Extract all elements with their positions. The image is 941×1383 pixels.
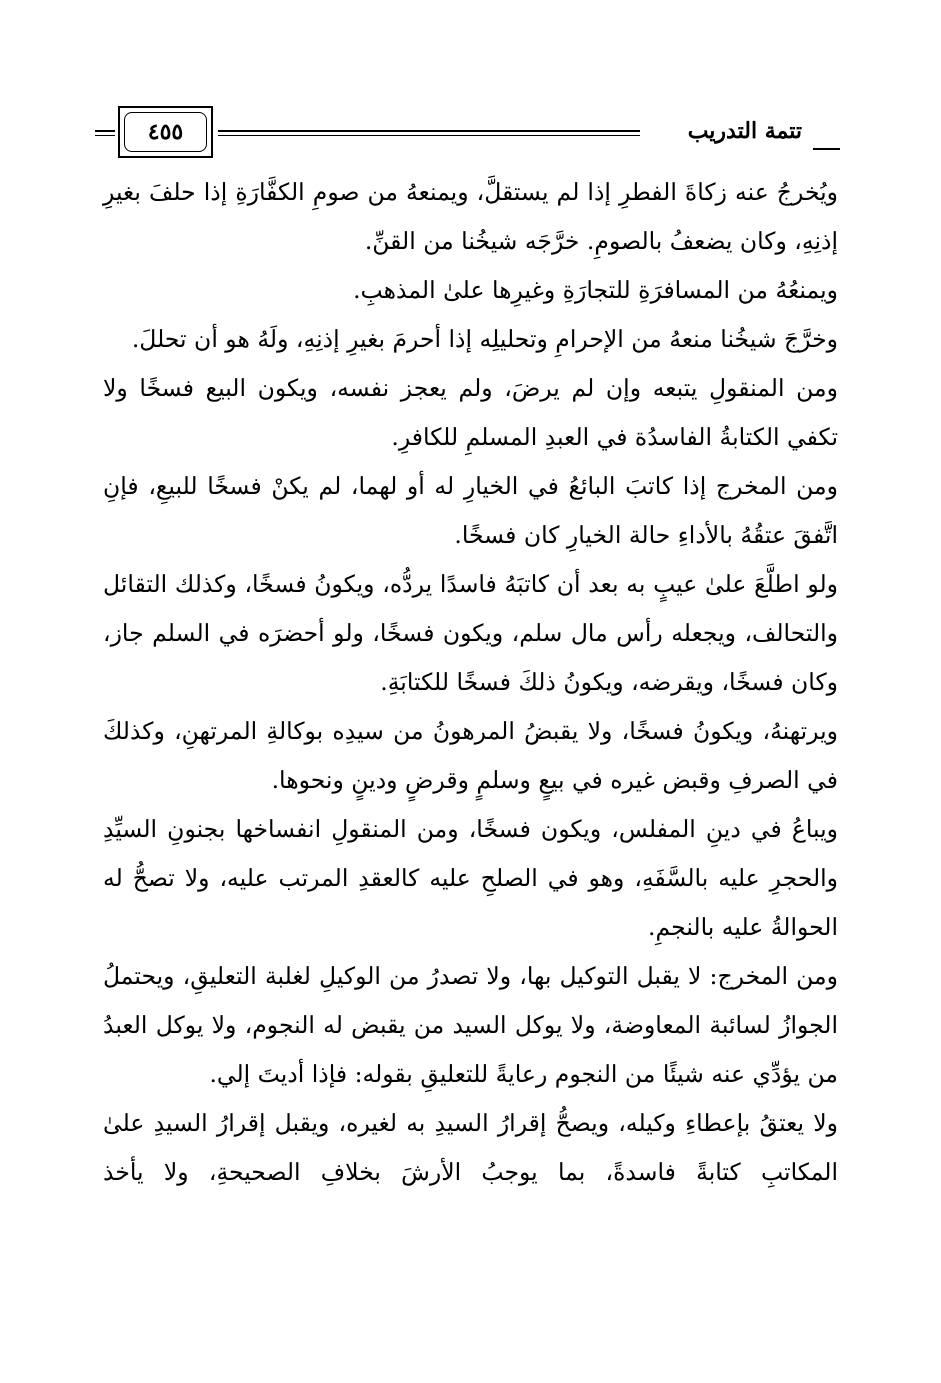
header-rule-left-top bbox=[95, 130, 115, 132]
paragraph: ولا يعتقُ بإعطاءِ وكيله، ويصحُّ إقرارُ السيدِ به لغيره، ويقبل إقرارُ السيدِ علىٰ المكاتبِ كتابةً فاسدةً، بما يوجبُ الأرشَ بخلافِ الصحيحةِ، ولا يأخذ bbox=[103, 1109, 838, 1186]
header-rule-right bbox=[813, 148, 840, 150]
paragraph: ويمنعُهُ من المسافرَةِ للتجارَةِ وغيرِها علىٰ المذهبِ. bbox=[353, 276, 838, 304]
book-title: تتمة التدريب bbox=[687, 118, 802, 144]
paragraph: ومن المخرج إذا كاتبَ البائعُ في الخيارِ له أو لهما، لم يكنْ فسخًا للبيعِ، فإنِ اتَّفقَ عتقُهُ بالأداءِ حالة الخيارِ كان فسخًا. bbox=[103, 472, 838, 549]
paragraph: ولو اطلَّعَ علىٰ عيبٍ به بعد أن كاتبَهُ فاسدًا يردُّه، ويكونُ فسخًا، وكذلك التقائل والتحالف، ويجعله رأس مال سلم، ويكون فسخًا، ولو أحضرَه في السلم جاز، وكان فسخًا، ويقرضه، ويكونُ ذلكَ فسخًا للكتابَةِ. bbox=[103, 570, 838, 696]
paragraph: ويُخرجُ عنه زكاةَ الفطرِ إذا لم يستقلَّ، ويمنعهُ من صومِ الكفَّارَةِ إذا حلفَ بغيرِ إذنِهِ، وكان يضعفُ بالصومِ. خرَّجَه شيخُنا من القنِّ. bbox=[103, 178, 838, 255]
paragraph: ويرتهنهُ، ويكونُ فسخًا، ولا يقبضُ المرهونُ من سيدِه بوكالةِ المرتهنِ، وكذلكَ في الصرفِ وقبض غيره في بيعٍ وسلمٍ وقرضٍ ودينٍ ونحوها. bbox=[103, 717, 838, 794]
header-rule-middle-bottom bbox=[218, 135, 640, 136]
paragraph: ومن المخرج: لا يقبل التوكيل بها، ولا تصدرُ من الوكيلِ لغلبة التعليقِ، ويحتملُ الجوازُ لسائبة المعاوضة، ولا يوكل السيد من يقبض له النجوم، ولا يوكل العبدُ من يؤدِّي عنه شيئًا من النجوم رعايةً للتعليقِ بقوله: فإذا أديتَ إلي. bbox=[103, 962, 838, 1088]
body-text bbox=[103, 168, 838, 1197]
paragraph: وخرَّجَ شيخُنا منعهُ من الإحرامِ وتحليلِه إذا أحرمَ بغيرِ إذنِهِ، ولَهُ هو أن تحللَ. bbox=[131, 325, 838, 353]
page-number: ٤٥٥ bbox=[124, 112, 207, 152]
page-number-frame bbox=[118, 106, 213, 158]
header-rule-left-bottom bbox=[95, 135, 115, 136]
paragraph: ويباعُ في دينِ المفلس، ويكون فسخًا، ومن المنقولِ انفساخها بجنونِ السيِّدِ والحجرِ عليه بالسَّفَهِ، وهو في الصلحِ عليه كالعقدِ المرتب عليه، ولا تصحُّ له الحوالةُ عليه بالنجمِ. bbox=[103, 815, 838, 941]
header-rule-middle-top bbox=[218, 130, 640, 132]
paragraph: ومن المنقولِ يتبعه وإن لم يرضَ، ولم يعجز نفسه، ويكون البيع فسخًا ولا تكفي الكتابةُ الفاسدُة في العبدِ المسلمِ للكافرِ. bbox=[103, 374, 838, 451]
page-header bbox=[95, 104, 840, 160]
